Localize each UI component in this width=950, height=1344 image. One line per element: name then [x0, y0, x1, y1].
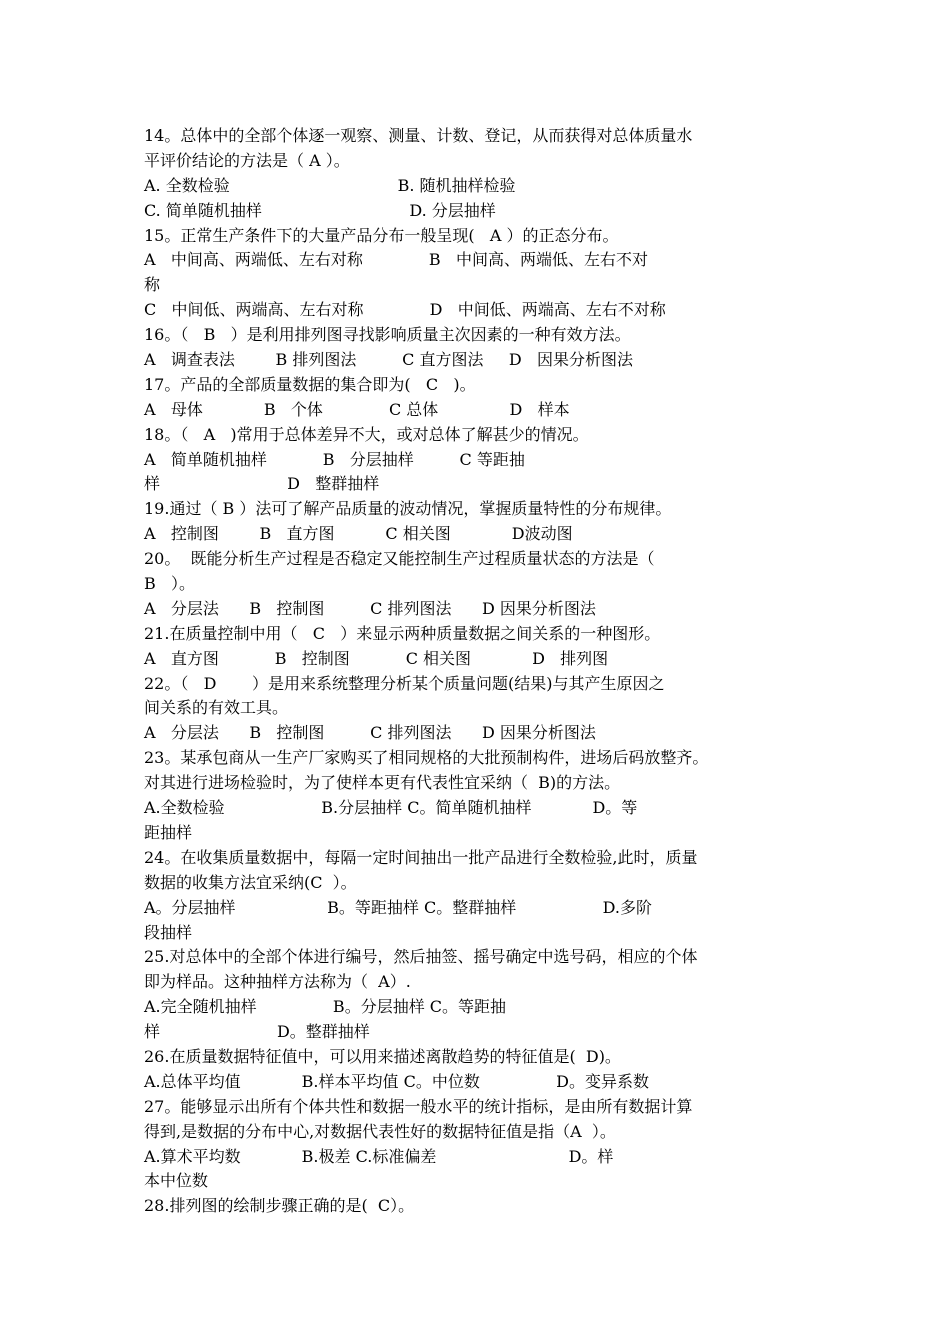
- text-line: A.算术平均数 B.极差 C.标准偏差 D。样: [144, 1146, 614, 1166]
- text-line: 25.对总体中的全部个体进行编号，然后抽签、摇号确定中选号码，相应的个体: [144, 947, 698, 967]
- text-line: C 中间低、两端高、左右对称 D 中间低、两端高、左右不对称: [144, 300, 666, 320]
- text-line: 样 D。整群抽样: [144, 1022, 370, 1042]
- text-line: 24。在收集质量数据中，每隔一定时间抽出一批产品进行全数检验,此时，质量: [144, 847, 698, 867]
- text-line: A 分层法 B 控制图 C 排列图法 D 因果分析图法: [144, 598, 596, 618]
- text-line: 距抽样: [144, 822, 193, 842]
- text-line: A 分层法 B 控制图 C 排列图法 D 因果分析图法: [144, 723, 596, 743]
- text-line: 段抽样: [144, 922, 193, 942]
- text-line: B ）。: [144, 574, 196, 594]
- text-line: 得到,是数据的分布中心,对数据代表性好的数据特征值是指（A ）。: [144, 1121, 616, 1141]
- text-line: 26.在质量数据特征值中，可以用来描述离散趋势的特征值是( D)。: [144, 1046, 621, 1066]
- text-line: 27。能够显示出所有个体共性和数据一般水平的统计指标，是由所有数据计算: [144, 1096, 693, 1116]
- text-line: 28.排列图的绘制步骤正确的是( C）。: [144, 1196, 415, 1216]
- text-line: 平评价结论的方法是（ A ）。: [144, 150, 350, 170]
- text-line: A 中间高、两端低、左右对称 B 中间高、两端低、左右不对: [144, 250, 648, 270]
- text-line: A.全数检验 B.分层抽样 C。简单随机抽样 D。等: [144, 798, 638, 818]
- text-line: 21.在质量控制中用（ C ）来显示两种质量数据之间关系的一种图形。: [144, 623, 661, 643]
- text-line: A.总体平均值 B.样本平均值 C。中位数 D。变异系数: [144, 1071, 649, 1091]
- text-line: 15。正常生产条件下的大量产品分布一般呈现( A ）的正态分布。: [144, 225, 619, 245]
- document-page: [144, 124, 808, 1219]
- text-line: 数据的收集方法宜采纳(C ）。: [144, 872, 357, 892]
- text-line: A 调查表法 B 排列图法 C 直方图法 D 因果分析图法: [144, 350, 633, 370]
- text-line: A 控制图 B 直方图 C 相关图 D波动图: [144, 524, 573, 544]
- text-line: 称: [144, 275, 161, 295]
- text-line: 18。（ A )常用于总体差异不大，或对总体了解甚少的情况。: [144, 424, 589, 444]
- text-line: A。分层抽样 B。等距抽样 C。整群抽样 D.多阶: [144, 897, 652, 917]
- text-line: C. 简单随机抽样 D. 分层抽样: [144, 200, 496, 220]
- text-line: 16。（ B ）是利用排列图寻找影响质量主次因素的一种有效方法。: [144, 325, 631, 345]
- text-line: A 简单随机抽样 B 分层抽样 C 等距抽: [144, 449, 525, 469]
- text-line: A.完全随机抽样 B。分层抽样 C。等距抽: [144, 997, 507, 1017]
- text-line: 19.通过（ B ）法可了解产品质量的波动情况，掌握质量特性的分布规律。: [144, 499, 672, 519]
- text-line: 20。 既能分析生产过程是否稳定又能控制生产过程质量状态的方法是（: [144, 549, 655, 569]
- text-line: 本中位数: [144, 1171, 209, 1191]
- text-line: 即为样品。这种抽样方法称为（ A）.: [144, 972, 411, 992]
- text-line: 样 D 整群抽样: [144, 474, 380, 494]
- text-line: 间关系的有效工具。: [144, 698, 289, 718]
- text-line: A 母体 B 个体 C 总体 D 样本: [144, 399, 570, 419]
- text-line: 17。产品的全部质量数据的集合即为( C )。: [144, 374, 476, 394]
- text-line: 对其进行进场检验时，为了使样本更有代表性宜采纳（ B)的方法。: [144, 773, 621, 793]
- text-line: A. 全数检验 B. 随机抽样检验: [144, 175, 516, 195]
- text-line: A 直方图 B 控制图 C 相关图 D 排列图: [144, 648, 609, 668]
- text-line: 23。某承包商从一生产厂家购买了相同规格的大批预制构件，进场后码放整齐。: [144, 748, 709, 768]
- text-line: 22。（ D ）是用来系统整理分析某个质量问题(结果)与其产生原因之: [144, 673, 665, 693]
- text-line: 14。总体中的全部个体逐一观察、测量、计数、登记，从而获得对总体质量水: [144, 126, 693, 145]
